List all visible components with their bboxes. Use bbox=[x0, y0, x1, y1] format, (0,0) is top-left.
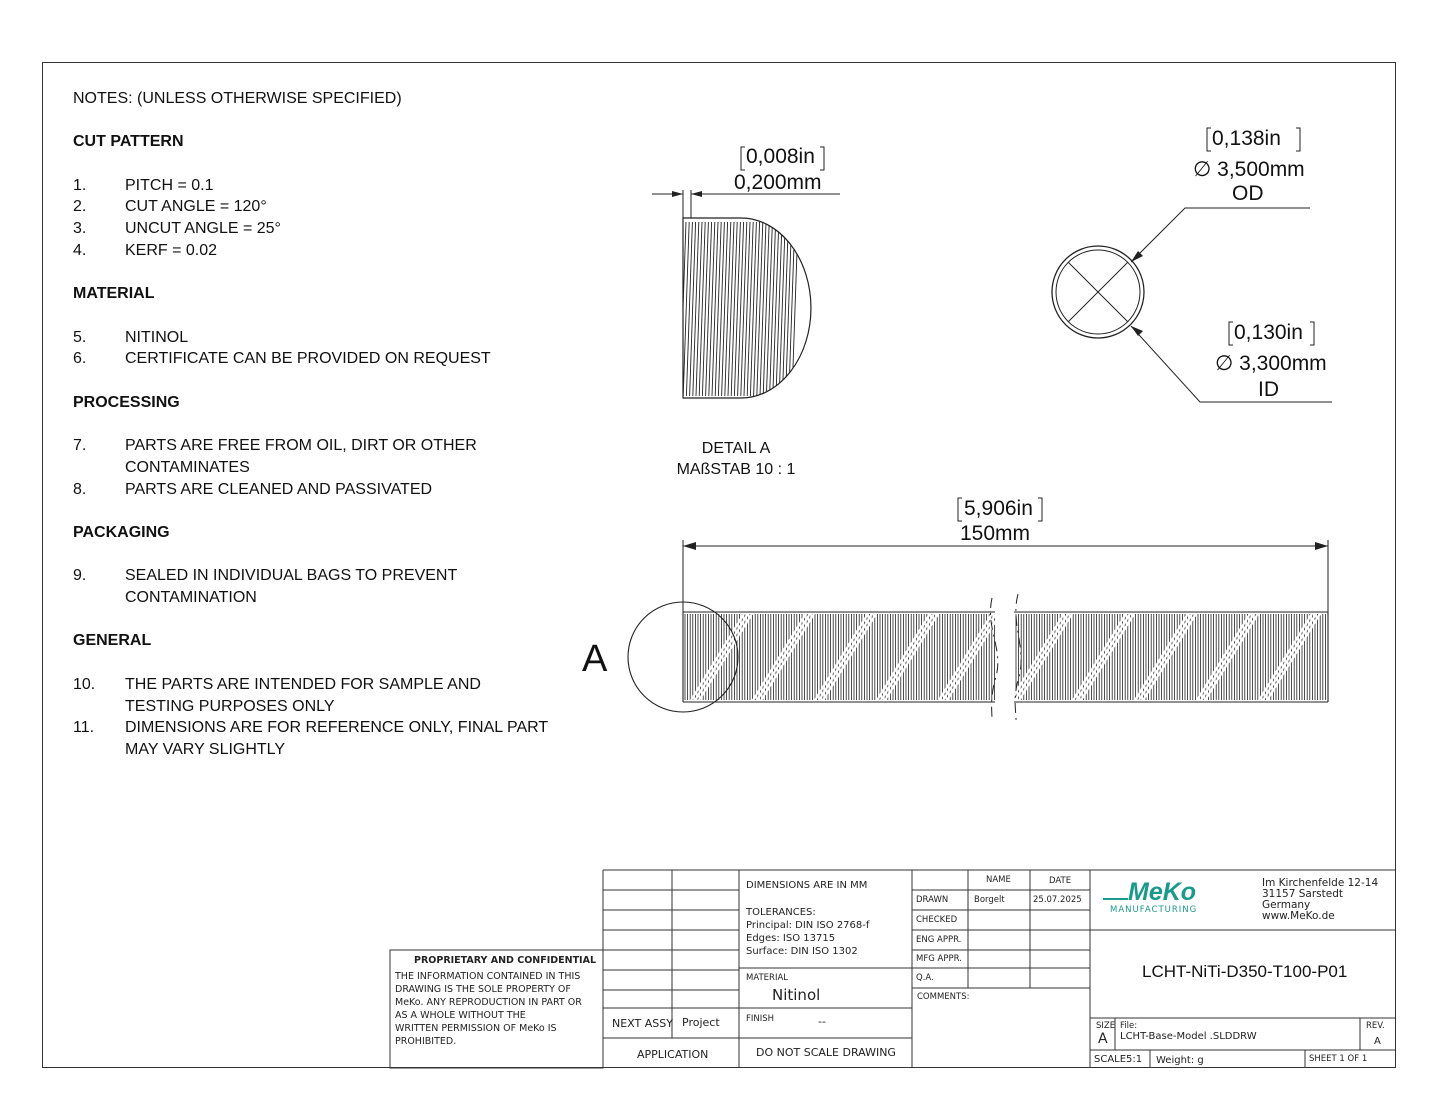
hatch-line bbox=[770, 222, 776, 396]
length-mm: 150mm bbox=[960, 522, 1031, 545]
id-mm bbox=[1215, 351, 1327, 376]
tolerances-title: TOLERANCES: bbox=[746, 907, 816, 918]
note-number: 6. bbox=[73, 350, 87, 368]
detail-scale: MAßSTAB 10 : 1 bbox=[676, 461, 796, 478]
address-line: Germany bbox=[1262, 899, 1311, 911]
proprietary-line: MeKo. ANY REPRODUCTION IN PART OR bbox=[395, 997, 582, 1008]
note-number: 1. bbox=[73, 176, 87, 194]
hatch-line bbox=[750, 222, 756, 396]
od-inch: 0,138in bbox=[1212, 127, 1281, 150]
approval-row-date: 25.07.2025 bbox=[1033, 895, 1082, 905]
finish-label: FINISH bbox=[746, 1014, 775, 1024]
address-line: Im Kirchenfelde 12-14 bbox=[1262, 877, 1379, 889]
hatch-line bbox=[754, 222, 760, 396]
note-text: SEALED IN INDIVIDUAL BAGS TO PREVENT CONTAMINATION bbox=[125, 567, 457, 607]
note-number: 2. bbox=[73, 198, 87, 216]
hatch-line bbox=[699, 222, 705, 396]
proprietary-line: THE INFORMATION CONTAINED IN THIS bbox=[395, 971, 581, 982]
part-number: LCHT-NiTi-D350-T100-P01 bbox=[1142, 962, 1348, 981]
note-text: PARTS ARE FREE FROM OIL, DIRT OR OTHER CONTAMINATES bbox=[125, 437, 477, 476]
approval-row-label: MFG APPR. bbox=[916, 954, 962, 964]
meko-logo: MeKo bbox=[1128, 878, 1197, 906]
approval-row-label: ENG APPR. bbox=[916, 935, 962, 945]
note-number: 8. bbox=[73, 480, 87, 498]
hatch-line bbox=[741, 222, 747, 396]
project-label: Project bbox=[682, 1016, 720, 1029]
od-label: OD bbox=[1232, 182, 1264, 205]
length-inch: 5,906in bbox=[964, 497, 1033, 520]
hatch-line bbox=[779, 222, 785, 396]
hatch-line bbox=[709, 222, 715, 396]
sheet-text: SHEET 1 OF 1 bbox=[1309, 1054, 1368, 1064]
note-number: 11. bbox=[73, 719, 95, 737]
hatch-line bbox=[715, 222, 721, 396]
do-not-scale: DO NOT SCALE DRAWING bbox=[756, 1046, 896, 1059]
rev-value: A bbox=[1374, 1036, 1381, 1047]
comments-label: COMMENTS: bbox=[917, 992, 970, 1002]
detail-label: DETAIL A bbox=[701, 440, 771, 457]
detail-kerf-inch: 0,008in bbox=[746, 145, 815, 168]
date-header: DATE bbox=[1049, 876, 1072, 886]
approval-row-label: Q.A. bbox=[916, 973, 934, 983]
hatch-line bbox=[728, 222, 734, 396]
meko-logo-sub: MANUFACTURING bbox=[1110, 905, 1198, 915]
detail-kerf-mm: 0,200mm bbox=[734, 171, 822, 194]
diameter-symbol: ∅ bbox=[1215, 352, 1234, 375]
hatch-line bbox=[696, 222, 702, 396]
hatch-line bbox=[776, 222, 782, 396]
note-text: PITCH = 0.1 bbox=[125, 176, 214, 194]
hatch-line bbox=[763, 222, 769, 396]
application-label: APPLICATION bbox=[637, 1048, 709, 1061]
id-mm-value: 3,300mm bbox=[1239, 352, 1327, 375]
hatch-line bbox=[766, 222, 772, 396]
note-number: 7. bbox=[73, 437, 87, 455]
finish-value: -- bbox=[818, 1015, 826, 1028]
hatch-line bbox=[690, 222, 696, 396]
hatch-line bbox=[725, 222, 731, 396]
helix-band bbox=[1080, 612, 1135, 702]
note-text: DIMENSIONS ARE FOR REFERENCE ONLY, FINAL PART MAY VARY SLIGHTLY bbox=[125, 719, 548, 758]
od-mm bbox=[1193, 157, 1305, 182]
approval-row-label: DRAWN bbox=[916, 895, 949, 905]
notes-section-title: GENERAL bbox=[73, 632, 152, 650]
address-line: www.MeKo.de bbox=[1262, 910, 1335, 922]
dimensions-note: DIMENSIONS ARE IN MM bbox=[746, 880, 868, 891]
hatch-line bbox=[782, 222, 788, 396]
proprietary-line: PROHIBITED. bbox=[395, 1036, 457, 1047]
hatch-line bbox=[747, 222, 753, 396]
approval-row-name: Borgelt bbox=[974, 895, 1005, 905]
size-value: A bbox=[1098, 1031, 1108, 1047]
notes-section-title: CUT PATTERN bbox=[73, 133, 184, 151]
note-number: 10. bbox=[73, 675, 96, 693]
proprietary-line: DRAWING IS THE SOLE PROPERTY OF bbox=[395, 984, 571, 995]
note-text: PARTS ARE CLEANED AND PASSIVATED bbox=[125, 480, 433, 498]
material-label: MATERIAL bbox=[746, 973, 789, 983]
helix-band bbox=[814, 612, 869, 702]
hatch-line bbox=[731, 222, 737, 396]
diameter-symbol: ∅ bbox=[1193, 158, 1212, 181]
notes-section-title: PROCESSING bbox=[73, 393, 180, 411]
hatch-line bbox=[773, 222, 779, 396]
hatch-line bbox=[757, 222, 763, 396]
helix-band bbox=[1014, 612, 1069, 702]
note-text: THE PARTS ARE INTENDED FOR SAMPLE AND TESTING PURPOSES ONLY bbox=[125, 675, 481, 715]
material-value: Nitinol bbox=[772, 986, 821, 1004]
note-text: CUT ANGLE = 120° bbox=[125, 198, 267, 216]
id-label: ID bbox=[1258, 378, 1279, 401]
helix-band bbox=[1196, 612, 1251, 702]
hatch-line bbox=[706, 222, 712, 396]
hatch-line bbox=[738, 222, 744, 396]
next-assy-label: NEXT ASSY bbox=[612, 1017, 673, 1030]
hatch-line bbox=[786, 222, 792, 396]
scale-text: SCALE5:1 bbox=[1094, 1054, 1143, 1065]
weight-text: Weight: g bbox=[1156, 1055, 1204, 1066]
hatch-line bbox=[683, 222, 689, 396]
proprietary-title: PROPRIETARY AND CONFIDENTIAL bbox=[414, 955, 596, 966]
hatch-line bbox=[734, 222, 740, 396]
note-number: 3. bbox=[73, 220, 87, 238]
notes-heading: NOTES: (UNLESS OTHERWISE SPECIFIED) bbox=[73, 90, 402, 107]
hatch-line bbox=[722, 222, 728, 396]
note-number: 9. bbox=[73, 567, 87, 585]
tolerance-line: Surface: DIN ISO 1302 bbox=[746, 946, 858, 957]
note-text: NITINOL bbox=[125, 328, 189, 346]
hatch-line bbox=[712, 222, 718, 396]
tolerance-line: Principal: DIN ISO 2768-f bbox=[746, 920, 870, 931]
hatch-line bbox=[686, 222, 692, 396]
note-text: UNCUT ANGLE = 25° bbox=[125, 220, 281, 238]
note-text: KERF = 0.02 bbox=[125, 241, 218, 259]
detail-marker: A bbox=[582, 638, 608, 680]
proprietary-line: AS A WHOLE WITHOUT THE bbox=[395, 1010, 526, 1021]
notes-section-title: PACKAGING bbox=[73, 523, 170, 541]
address-line: 31157 Sarstedt bbox=[1262, 888, 1343, 900]
file-label: File: bbox=[1120, 1021, 1138, 1031]
hatch-line bbox=[760, 222, 766, 396]
hatch-line bbox=[693, 222, 699, 396]
od-mm-value: 3,500mm bbox=[1217, 158, 1305, 181]
name-header: NAME bbox=[986, 875, 1011, 885]
file-value: LCHT-Base-Model .SLDDRW bbox=[1120, 1031, 1257, 1042]
approval-row-label: CHECKED bbox=[916, 915, 958, 925]
hatch-line bbox=[744, 222, 750, 396]
rev-label: REV. bbox=[1366, 1021, 1385, 1031]
notes-section-title: MATERIAL bbox=[73, 285, 155, 303]
size-label: SIZE bbox=[1096, 1021, 1116, 1031]
note-number: 4. bbox=[73, 241, 87, 259]
proprietary-line: WRITTEN PERMISSION OF MeKo IS bbox=[395, 1023, 557, 1034]
tolerance-line: Edges: ISO 13715 bbox=[746, 933, 836, 944]
hatch-line bbox=[718, 222, 724, 396]
hatch-line bbox=[702, 222, 708, 396]
helix-band bbox=[1262, 612, 1317, 702]
note-number: 5. bbox=[73, 328, 87, 346]
id-inch: 0,130in bbox=[1234, 321, 1303, 344]
note-text: CERTIFICATE CAN BE PROVIDED ON REQUEST bbox=[125, 350, 491, 368]
